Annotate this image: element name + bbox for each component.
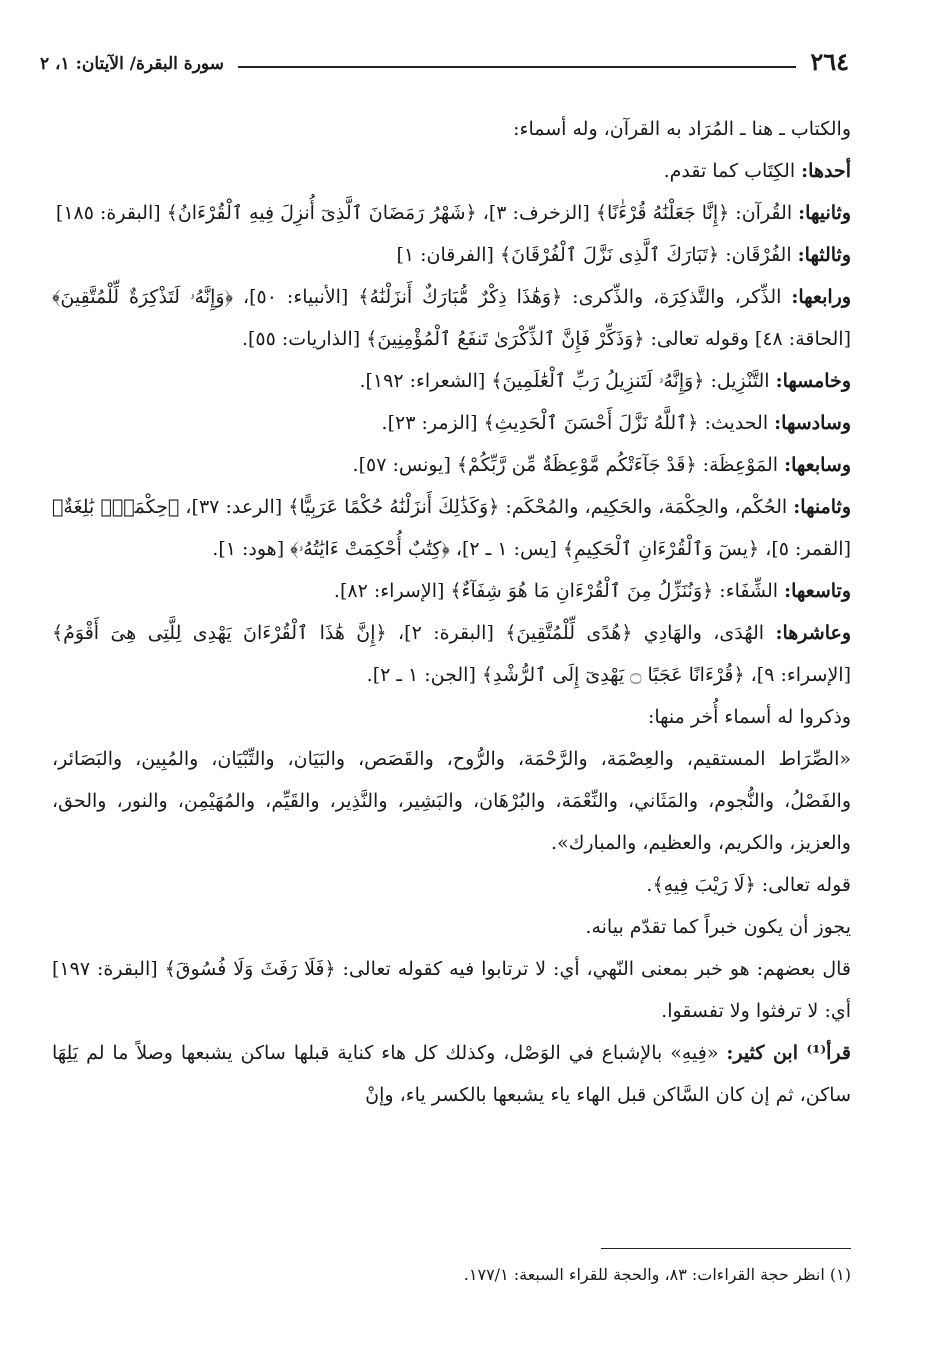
page-header bbox=[40, 34, 849, 74]
page-number: ٢٦٤ bbox=[810, 47, 849, 76]
paragraph-name-4 bbox=[52, 276, 851, 360]
paragraph-label: ورابعها: bbox=[791, 286, 852, 308]
paragraph-text: وذكروا له أسماء أُخر منها: bbox=[647, 706, 851, 728]
paragraph-text: الهُدَى، والهَادِي ﴿هُدًى لِّلْمُتَّقِينَ﴾ [البقرة: ٢]، ﴿إِنَّ هَٰذَا ٱلْقُرْءَانَ يَهْدِى لِلَّتِى هِىَ أَقْوَمُ﴾ [الإسراء: ٩]، ﴿قُرْءَانًا عَجَبًا ۝ يَهْدِىٓ إِلَى ٱلرُّشْدِ﴾ [الجن: ١ ـ ٢]. bbox=[52, 622, 851, 686]
paragraph-other-names-intro bbox=[52, 696, 851, 738]
paragraph-text: يجوز أن يكون خبراً كما تقدّم بيانه. bbox=[585, 916, 851, 938]
paragraph-intro bbox=[52, 108, 851, 150]
paragraph-label: وثانيها: bbox=[798, 202, 851, 224]
paragraph-text: الذِّكر، والتَّذكِرَة، والذِّكرى: ﴿وَهَٰذَا ذِكْرٌ مُّبَارَكٌ أَنزَلْنَٰهُ﴾ [الأنبياء: ٥٠]، ﴿وَإِنَّهُۥ لَتَذْكِرَةٌ لِّلْمُتَّقِينَ﴾ [الحاقة: ٤٨] وقوله تعالى: ﴿وَذَكِّرْ فَإِنَّ ٱلذِّكْرَىٰ تَنفَعُ ٱلْمُؤْمِنِينَ﴾ [الذاريات: ٥٥]. bbox=[52, 286, 851, 350]
paragraph-name-5 bbox=[52, 360, 851, 402]
page-body bbox=[52, 108, 851, 1116]
paragraph-verse-quote bbox=[52, 864, 851, 906]
paragraph-text: التَّنْزِيل: ﴿وَإِنَّهُۥ لَتَنزِيلُ رَبِّ ٱلْعَٰلَمِينَ﴾ [الشعراء: ١٩٢]. bbox=[359, 370, 776, 392]
paragraph-text: المَوْعِظَة: ﴿قَدْ جَآءَتْكُم مَّوْعِظَةٌ مِّن رَّبِّكُمْ﴾ [يونس: ٥٧]. bbox=[352, 454, 785, 476]
paragraph-reading bbox=[52, 1032, 851, 1116]
paragraph-other-names bbox=[52, 738, 851, 864]
paragraph-name-9 bbox=[52, 570, 851, 612]
paragraph-text: القُرآن: ﴿إِنَّا جَعَلْنَٰهُ قُرْءَٰنًا﴾ [الزخرف: ٣]، ﴿شَهْرُ رَمَضَانَ ٱلَّذِىٓ أُنزِلَ فِيهِ ٱلْقُرْءَانُ﴾ [البقرة: ١٨٥] bbox=[55, 202, 799, 224]
paragraph-text: الحُكْم، والحِكْمَة، والحَكِيم، والمُحْكَم: ﴿وَكَذَٰلِكَ أَنزَلْنَٰهُ حُكْمًا عَرَبِيًّا﴾ [الرعد: ٣٧]، ﴿حِكْمَةٌۢ بَٰلِغَةٌ﴾ [القمر: ٥]، ﴿يسٓ وَٱلْقُرْءَانِ ٱلْحَكِيمِ﴾ [يس: ١ ـ ٢]، ﴿كِتَٰبٌ أُحْكِمَتْ ءَايَٰتُهُۥ﴾ [هود: ١]. bbox=[52, 496, 851, 560]
paragraph-text: قوله تعالى: ﴿لَا رَيْبَ فِيهِ﴾. bbox=[646, 874, 851, 896]
paragraph-name-1 bbox=[52, 150, 851, 192]
paragraph-text: الحديث: ﴿ٱللَّهُ نَزَّلَ أَحْسَنَ ٱلْحَدِيثِ﴾ [الزمر: ٢٣]. bbox=[381, 412, 775, 434]
footnote-divider bbox=[601, 1248, 851, 1249]
header-rule bbox=[238, 66, 796, 68]
paragraph-text: الفُرْقَان: ﴿تَبَارَكَ ٱلَّذِى نَزَّلَ ٱلْفُرْقَانَ﴾ [الفرقان: ١] bbox=[396, 244, 798, 266]
paragraph-name-6 bbox=[52, 402, 851, 444]
paragraph-label: وسابعها: bbox=[784, 454, 851, 476]
surah-title: سورة البقرة/ الآيتان: ١، ٢ bbox=[40, 54, 224, 74]
paragraph-text: والكتاب ـ هنا ـ المُرَاد به القرآن، وله أسماء: bbox=[513, 118, 851, 140]
paragraph-label: وسادسها: bbox=[774, 412, 851, 434]
paragraph-name-10 bbox=[52, 612, 851, 696]
paragraph-text: «فِيهِ» بالإشباع في الوَصْل، وكذلك كل هاء كناية قبلها ساكن يشبعها وصلاً ما لم يَلِهَا ساكن، ثم إن كان السَّاكن قبل الهاء ياء يشبعها بالكسر ياء، وإنْ bbox=[52, 1042, 851, 1106]
paragraph-label: وثالثها: bbox=[797, 244, 851, 266]
paragraph-text: الشِّفَاء: ﴿وَنُنَزِّلُ مِنَ ٱلْقُرْءَانِ مَا هُوَ شِفَآءٌ﴾ [الإسراء: ٨٢]. bbox=[333, 580, 785, 602]
paragraph-name-2 bbox=[52, 192, 851, 234]
paragraph-name-7 bbox=[52, 444, 851, 486]
paragraph-commentary-1 bbox=[52, 906, 851, 948]
paragraph-name-8 bbox=[52, 486, 851, 570]
paragraph-name-3 bbox=[52, 234, 851, 276]
paragraph-label: قرأ⁽¹⁾ ابن كثير: bbox=[726, 1042, 851, 1064]
paragraph-label: وثامنها: bbox=[793, 496, 851, 518]
paragraph-text: قال بعضهم: هو خبر بمعنى النّهي، أي: لا ترتابوا فيه كقوله تعالى: ﴿فَلَا رَفَثَ وَلَا فُسُوقَ﴾ [البقرة: ١٩٧] أي: لا ترفثوا ولا تفسقوا. bbox=[52, 958, 851, 1022]
paragraph-label: أحدها: bbox=[801, 160, 851, 182]
footnote: (١) انظر حجة القراءات: ٨٣، والحجة للقراء السبعة: ١٧٧/١. bbox=[463, 1265, 851, 1284]
paragraph-label: وتاسعها: bbox=[784, 580, 851, 602]
paragraph-commentary-2 bbox=[52, 948, 851, 1032]
paragraph-label: وعاشرها: bbox=[775, 622, 852, 644]
paragraph-text: الكِتَاب كما تقدم. bbox=[663, 160, 802, 182]
paragraph-text: «الصِّرَاط المستقيم، والعِصْمَة، والرَّحْمَة، والرُّوح، والقَصَص، والبَيَان، والتِّبْيَان، والمُبِين، والبَصَائر، والفَصْلُ، والنُّجوم، والمَثَاني، والنِّعْمَة، والبُرْهَان، والبَشِير، والنَّذِير، والقَيِّم، والمُهَيْمِن، والنور، والحق، والعزيز، والكريم، والعظيم، والمبارك». bbox=[52, 748, 851, 854]
paragraph-label: وخامسها: bbox=[775, 370, 851, 392]
